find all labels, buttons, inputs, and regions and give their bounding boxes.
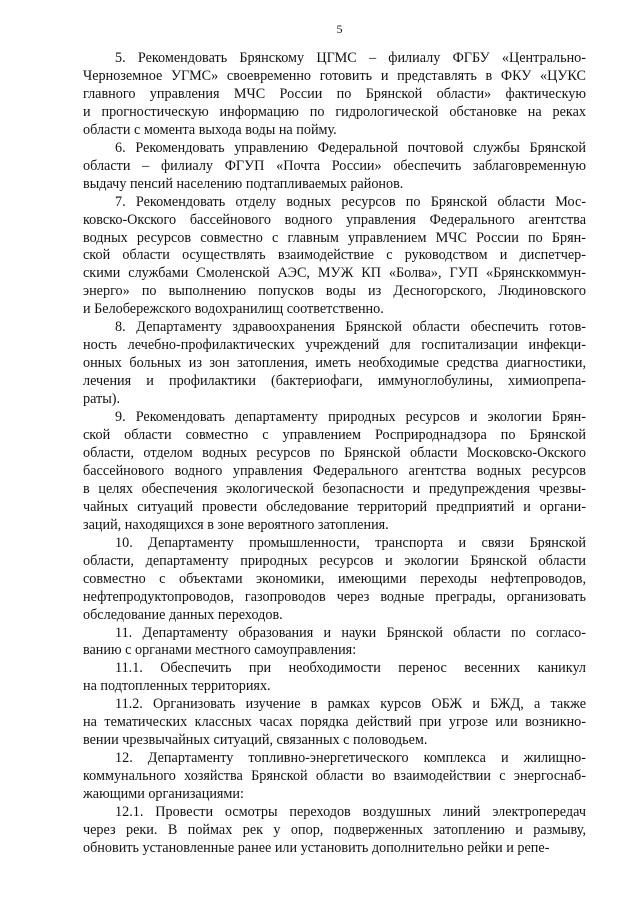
- text-line: 5. Рекомендовать Брянскому ЦГМС – филиалу ФГБУ «Центрально-: [115, 50, 586, 66]
- text-line: области – филиалу ФГУП «Почта России» обеспечить заблаговременную: [83, 157, 586, 174]
- text-line: вении чрезвычайных ситуаций, связанных с половодьем.: [83, 732, 428, 749]
- text-line: жающими организациями:: [83, 786, 244, 803]
- text-line: ской области осуществлять взаимодействие с руководством и диспетчер-: [83, 247, 586, 264]
- paragraph: [83, 194, 586, 320]
- text-line: бассейнового водного управления Федерального агентства водных ресурсов: [83, 462, 586, 479]
- text-line: 11.2. Организовать изучение в рамках курсов ОБЖ и БЖД, а также: [115, 696, 586, 713]
- text-line: энерго» по выполнению попусков воды из Десногорского, Людиновского: [83, 283, 586, 300]
- text-line: 11. Департаменту образования и науки Брянской области по согласо-: [115, 624, 586, 641]
- text-line: в целях обеспечения экологической безопасности и предупреждения чрезвы-: [83, 480, 586, 497]
- text-line: 10. Департаменту промышленности, транспорта и связи Брянской: [115, 534, 586, 551]
- document-body: [83, 50, 586, 858]
- text-line: и Белобережского водохранилищ соответственно.: [83, 301, 384, 318]
- paragraph: [83, 535, 586, 625]
- paragraph: [83, 50, 586, 140]
- text-line: ность лечебно-профилактических учреждений для госпитализации инфекци-: [83, 337, 586, 354]
- text-line: 12. Департаменту топливно-энергетического комплекса и жилищно-: [115, 750, 586, 767]
- text-line: совместно с объектами экономики, имеющими переходы нефтепроводов,: [83, 570, 586, 587]
- text-line: ской области совместно с управлением Росприроднадзора по Брянской: [83, 427, 586, 444]
- paragraph: [83, 319, 586, 409]
- paragraph: [83, 625, 586, 661]
- text-line: чайных ситуаций провести обследование территорий предприятий и органи-: [83, 498, 586, 515]
- text-line: 12.1. Провести осмотры переходов воздушных линий электропередач: [115, 804, 586, 821]
- text-line: ванию с органами местного самоуправления:: [83, 642, 357, 659]
- text-line: онных больных из зон затопления, иметь необходимые средства диагностики,: [83, 355, 586, 372]
- text-line: нефтепродуктопроводов, газопроводов через водные преграды, организовать: [83, 588, 586, 605]
- text-line: раты).: [83, 391, 121, 408]
- paragraph: [83, 804, 586, 858]
- text-line: 9. Рекомендовать департаменту природных ресурсов и экологии Брян-: [115, 409, 586, 426]
- page-number: 5: [336, 22, 343, 36]
- text-line: 6. Рекомендовать управлению Федеральной почтовой службы Брянской: [115, 139, 586, 156]
- text-line: на тематических классных часах порядка действий при угрозе или возникно-: [83, 714, 586, 731]
- text-line: обновить установленные ранее или установить дополнительно рейки и репе-: [83, 839, 550, 856]
- text-line: заций, находящихся в зоне вероятного затопления.: [83, 516, 389, 533]
- text-line: и прогностическую информацию по гидрологической обстановке на реках: [83, 103, 586, 120]
- text-line: скими службами Смоленской АЭС, МУЖ КП «Болва», ГУП «Брянсккоммун-: [83, 265, 586, 282]
- text-line: области, отделом водных ресурсов по Брянской области Московско-Окского: [83, 444, 586, 461]
- paragraph: [83, 696, 586, 750]
- paragraph: [83, 409, 586, 535]
- text-line: коммунального хозяйства Брянской области во взаимодействии с энергоснаб-: [83, 768, 586, 785]
- text-line: ковско-Окского бассейнового водного управления Федерального агентства: [83, 211, 586, 228]
- text-line: главного управления МЧС России по Брянской области» фактическую: [83, 85, 586, 102]
- text-line: лечения и профилактики (бактериофаги, иммуноглобулины, химиопрепа-: [83, 373, 586, 390]
- text-line: Черноземное УГМС» своевременно готовить и представлять в ФКУ «ЦУКС: [83, 67, 586, 84]
- paragraph: [83, 660, 586, 696]
- text-line: выдачу пенсий населению подтапливаемых районов.: [83, 175, 404, 192]
- text-line: 11.1. Обеспечить при необходимости перенос весенних каникул: [115, 660, 586, 677]
- text-line: области, департаменту природных ресурсов и экологии Брянской области: [83, 552, 586, 569]
- text-line: области с момента выхода воды на пойму.: [83, 121, 337, 138]
- text-line: на подтопленных территориях.: [83, 678, 271, 695]
- text-line: водных ресурсов совместно с главным управлением МЧС России по Брян-: [83, 229, 586, 246]
- text-line: 8. Департаменту здравоохранения Брянской области обеспечить готов-: [115, 319, 586, 336]
- text-line: 7. Рекомендовать отделу водных ресурсов по Брянской области Мос-: [115, 193, 586, 210]
- text-line: через реки. В поймах рек у опор, подверженных затоплению и размыву,: [83, 821, 586, 838]
- text-line: обследование данных переходов.: [83, 606, 283, 623]
- paragraph: [83, 750, 586, 804]
- paragraph: [83, 140, 586, 194]
